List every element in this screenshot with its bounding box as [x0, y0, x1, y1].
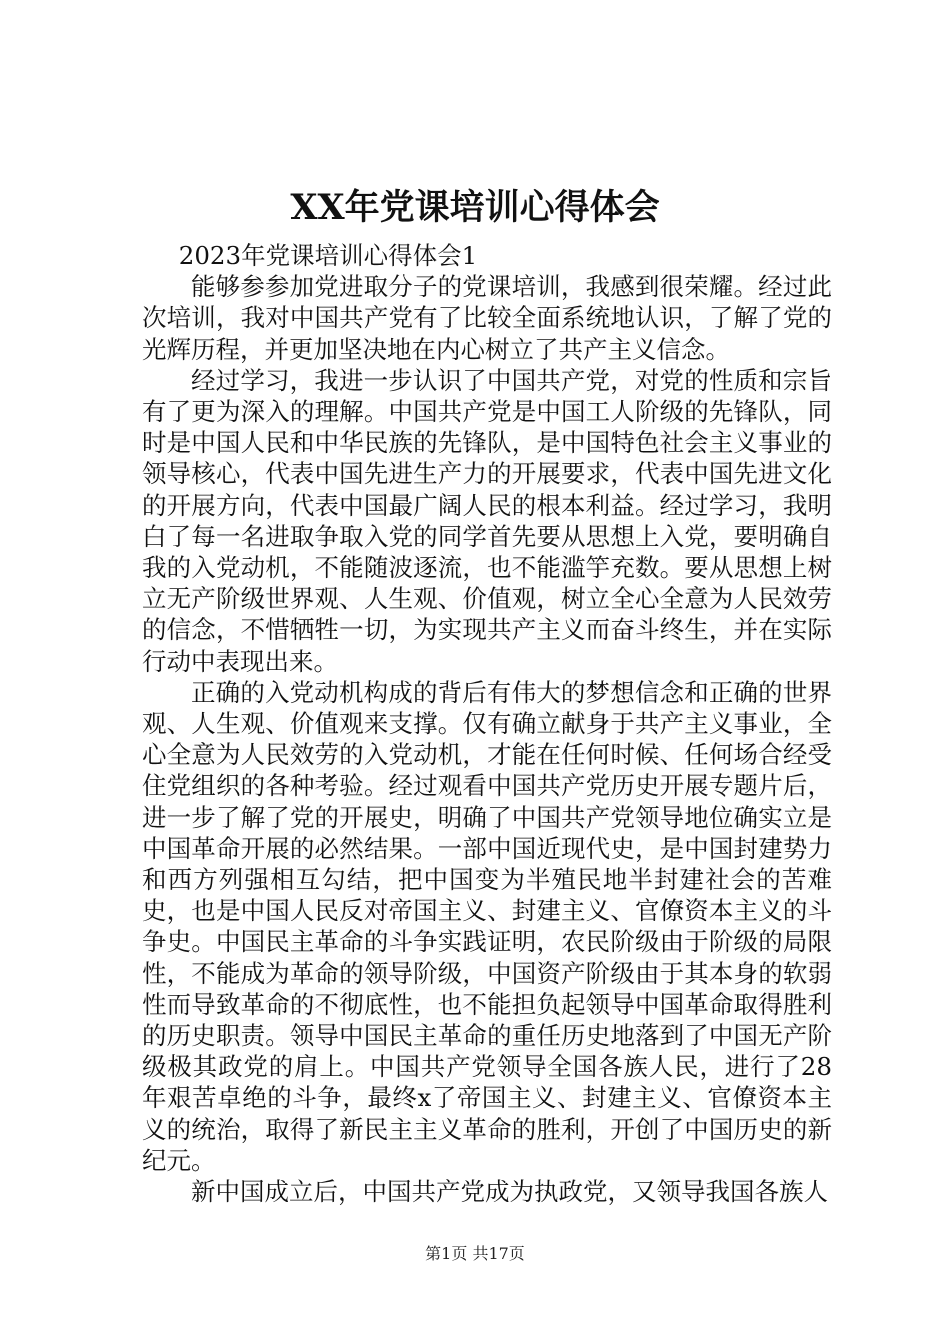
document-title: XX年党课培训心得体会 [290, 187, 660, 228]
paragraph-4: 新中国成立后，中国共产党成为执政党，又领导我国各族人 [191, 1177, 828, 1207]
paragraph-1: 能够参参加党进取分子的党课培训，我感到很荣耀。经过此次培训，我对中国共产党有了比较全面系统地认识，了解了党的光辉历程，并更加坚决地在内心树立了共产主义信念。 [142, 272, 832, 364]
paragraph-3: 正确的入党动机构成的背后有伟大的梦想信念和正确的世界观、人生观、价值观来支撑。仅有确立献身于共产主义事业，全心全意为人民效劳的入党动机，才能在任何时候、任何场合经受住党组织的各种考验。经过观看中国共产党历史开展专题片后，进一步了解了党的开展史，明确了中国共产党领导地位确实立是中国革命开展的必然结果。一部中国近现代史，是中国封建势力和西方列强相互勾结，把中国变为半殖民地半封建社会的苦难史，也是中国人民反对帝国主义、封建主义、官僚资本主义的斗争史。中国民主革命的斗争实践证明，农民阶级由于阶级的局限性，不能成为革命的领导阶级，中国资产阶级由于其本身的软弱性而导致革命的不彻底性，也不能担负起领导中国革命取得胜利的历史职责。领导中国民主革命的重任历史地落到了中国无产阶级极其政党的肩上。中国共产党领导全国各族人民，进行了28年艰苦卓绝的斗争，最终x了帝国主义、封建主义、官僚资本主义的统治，取得了新民主主义革命的胜利，开创了中国历史的新纪元。 [142, 677, 832, 1175]
document-subtitle: 2023年党课培训心得体会1 [178, 241, 478, 270]
paragraph-2: 经过学习，我进一步认识了中国共产党，对党的性质和宗旨有了更为深入的理解。中国共产党是中国工人阶级的先锋队，同时是中国人民和中华民族的先锋队，是中国特色社会主义事业的领导核心，代表中国先进生产力的开展要求，代表中国先进文化的开展方向，代表中国最广阔人民的根本利益。经过学习，我明白了每一名进取争取入党的同学首先要从思想上入党，要明确自我的入党动机，不能随波逐流，也不能滥竽充数。要从思想上树立无产阶级世界观、人生观、价值观，树立全心全意为人民效劳的信念，不惜牺牲一切，为实现共产主义而奋斗终生，并在实际行动中表现出来。 [142, 365, 832, 676]
document-body [142, 240, 832, 1207]
page-footer: 第1页 共17页 [425, 1244, 525, 1263]
